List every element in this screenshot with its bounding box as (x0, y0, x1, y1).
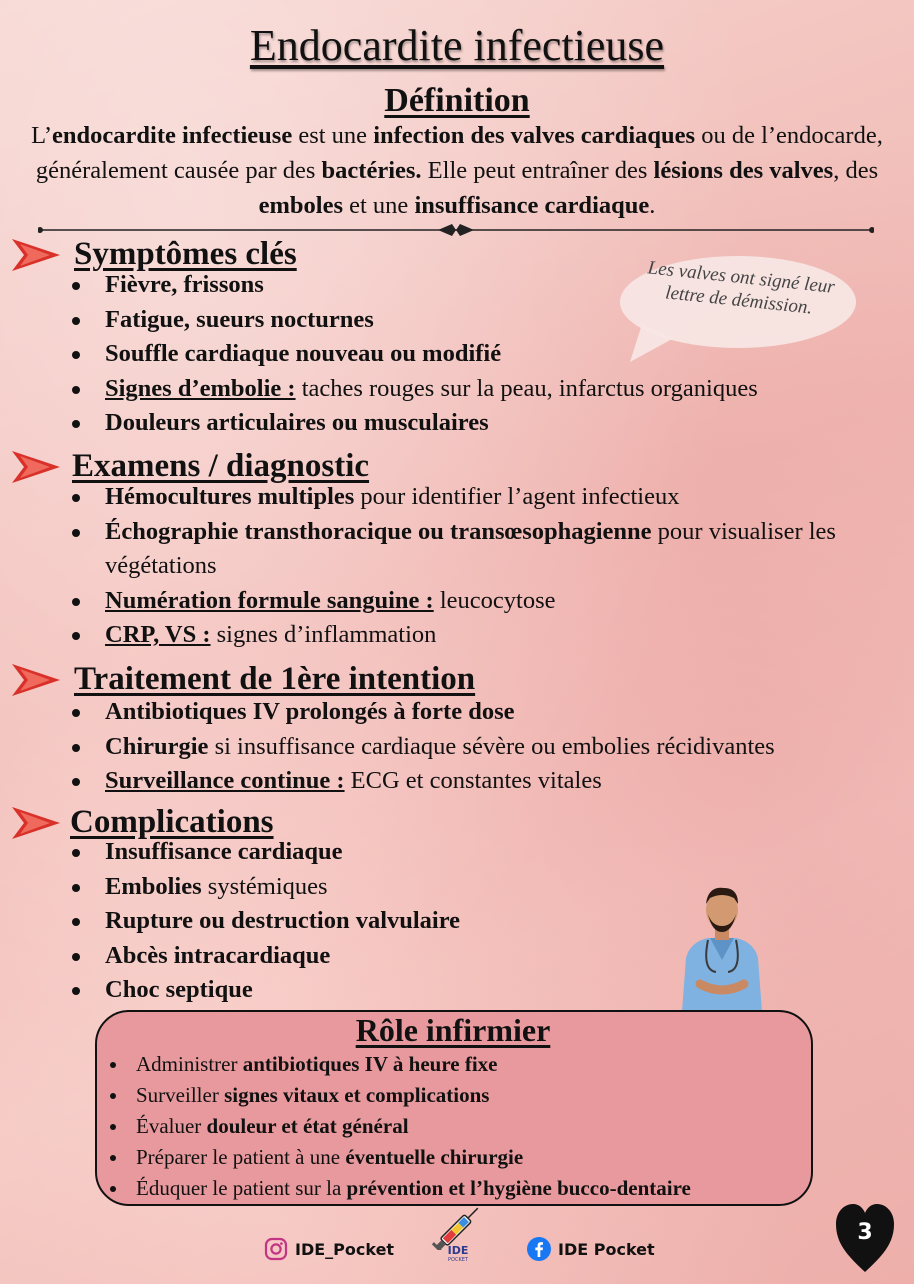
treatment-list (72, 695, 902, 799)
definition-bold-term: bactéries. (321, 157, 422, 184)
item-bold-text: Échographie transthoracique ou transœsophagienne (105, 517, 652, 545)
facebook-icon (526, 1236, 552, 1262)
list-item (108, 1080, 798, 1111)
list-item (108, 1173, 798, 1204)
item-bold-text: Chirurgie (105, 732, 209, 760)
list-item (72, 618, 902, 653)
item-bold-text: Rupture ou destruction valvulaire (105, 907, 461, 934)
definition-bold-term: infection des valves cardiaques (373, 122, 696, 149)
logo-text: IDE (447, 1244, 469, 1257)
definition-text-part: ou de l’endocarde, généralement causée par des (35, 122, 883, 184)
item-text: pour identifier l’agent infectieux (354, 483, 680, 510)
item-label: CRP, VS : (105, 621, 211, 648)
item-bold-text: Douleurs articulaires ou musculaires (105, 409, 489, 436)
exams-list (72, 480, 902, 653)
list-item (108, 1049, 798, 1080)
page-title: Endocardite infectieuse (249, 21, 665, 70)
red-arrow-icon (12, 238, 60, 272)
definition-text-part: . (649, 192, 656, 219)
item-bold-text: Embolies (105, 872, 202, 900)
list-item (72, 973, 672, 1008)
definition-heading: Définition (384, 82, 530, 119)
complications-list (72, 835, 672, 1008)
section-heading: Complications (70, 804, 274, 840)
list-item (72, 372, 892, 407)
definition-bold-term: endocardite infectieuse (52, 122, 293, 149)
speech-bubble-text: Les valves ont signé leur lettre de démission. (646, 257, 836, 319)
item-text: Préparer le patient à une (136, 1145, 346, 1169)
item-bold-text: Antibiotiques IV prolongés à forte dose (105, 698, 515, 725)
red-arrow-icon (12, 450, 60, 484)
section-heading: Examens / diagnostic (72, 448, 370, 484)
definition-text-part: et une (343, 192, 415, 219)
list-item (72, 835, 672, 870)
list-item (72, 515, 902, 584)
item-text: Administrer (136, 1052, 243, 1076)
red-arrow-icon (12, 806, 60, 840)
red-arrow-icon (12, 663, 60, 697)
item-text: Surveiller (136, 1083, 225, 1107)
list-item (72, 584, 902, 619)
item-text: pour visualiser les végétations (105, 517, 836, 579)
item-text: systémiques (201, 872, 328, 900)
list-item (108, 1111, 798, 1142)
symptoms-list (72, 268, 892, 441)
definition-text-part: Elle peut entraîner des (421, 157, 654, 184)
list-item (72, 904, 672, 939)
list-item (72, 939, 672, 974)
facebook-handle: IDE Pocket (558, 1239, 655, 1259)
list-item (72, 480, 902, 515)
definition-bold-term: lésions des valves (653, 157, 834, 184)
list-item (108, 1142, 798, 1173)
item-bold-text: Fièvre, frissons (105, 271, 264, 298)
item-text: Éduquer le patient sur la (136, 1176, 347, 1200)
item-label: Numération formule sanguine : (105, 586, 434, 614)
page-number-badge (834, 1202, 896, 1274)
logo-subtext: POCKET (448, 1257, 468, 1263)
definition-text-part: L’ (31, 122, 53, 149)
list-item (72, 268, 892, 303)
item-bold-text: Abcès intracardiaque (105, 941, 331, 969)
list-item (72, 730, 902, 765)
item-label: Surveillance continue : (105, 767, 345, 794)
list-item (72, 695, 902, 730)
list-item (72, 337, 892, 372)
definition-bold-term: insuffisance cardiaque (414, 192, 650, 219)
item-bold-text: antibiotiques IV à heure fixe (242, 1052, 498, 1076)
item-bold-text: Souffle cardiaque nouveau ou modifié (105, 340, 502, 367)
list-item (72, 303, 892, 338)
item-bold-text: Fatigue, sueurs nocturnes (105, 305, 374, 333)
page-number: 3 (857, 1220, 873, 1245)
item-text: si insuffisance cardiaque sévère ou embolies récidivantes (208, 732, 775, 760)
item-bold-text: Hémocultures multiples (105, 483, 355, 510)
instagram-handle: IDE_Pocket (295, 1239, 395, 1259)
facebook-link[interactable] (526, 1236, 655, 1262)
definition-text-part: est une (292, 122, 374, 149)
definition-text (30, 118, 884, 223)
list-item (72, 870, 672, 905)
definition-text-part: , des (833, 157, 879, 184)
section-heading: Traitement de 1ère intention (74, 661, 476, 697)
item-text: signes d’inflammation (210, 621, 437, 648)
nurse-illustration (672, 880, 772, 1012)
item-text: leucocytose (433, 586, 556, 614)
list-item (72, 764, 902, 799)
ide-pocket-logo (428, 1206, 488, 1268)
role-list (108, 1049, 798, 1204)
item-label: Signes d’embolie : (105, 374, 296, 402)
item-bold-text: éventuelle chirurgie (345, 1145, 524, 1169)
definition-bold-term: emboles (258, 192, 343, 219)
section-heading: Symptômes clés (74, 236, 297, 272)
role-heading: Rôle infirmier (355, 1012, 551, 1048)
item-bold-text: Insuffisance cardiaque (105, 838, 343, 865)
item-text: ECG et constantes vitales (344, 767, 602, 794)
item-text: taches rouges sur la peau, infarctus organiques (295, 374, 758, 402)
instagram-icon (264, 1237, 288, 1261)
item-bold-text: signes vitaux et complications (224, 1083, 490, 1107)
item-text: Évaluer (136, 1114, 207, 1138)
item-bold-text: prévention et l’hygiène bucco-dentaire (346, 1176, 691, 1200)
instagram-link[interactable] (264, 1236, 394, 1262)
item-bold-text: douleur et état général (206, 1114, 409, 1138)
item-bold-text: Choc septique (105, 976, 253, 1003)
list-item (72, 406, 892, 441)
